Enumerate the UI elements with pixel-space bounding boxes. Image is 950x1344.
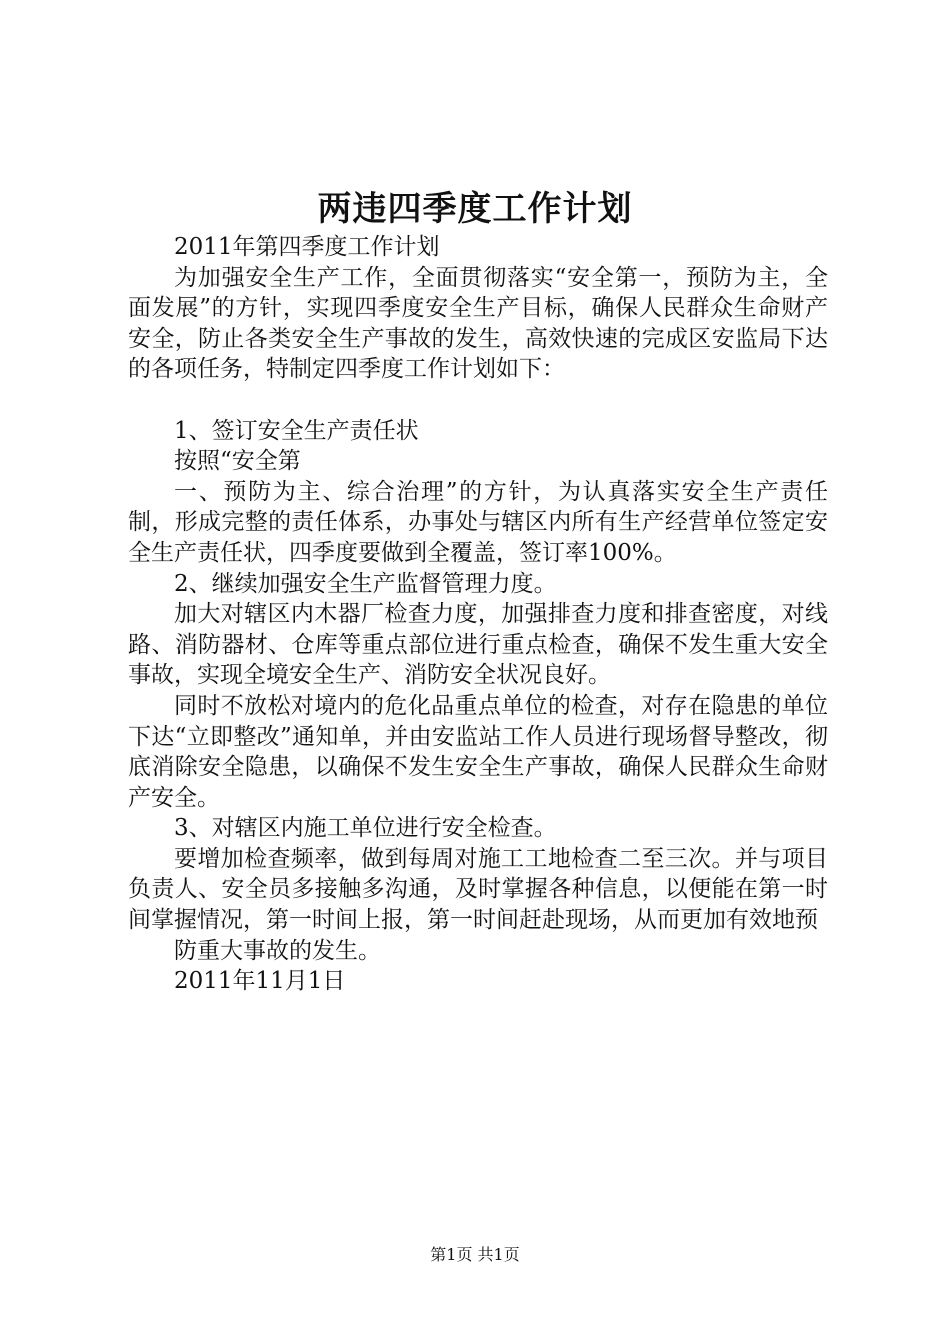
- intro-paragraph: 为加强安全生产工作，全面贯彻落实“安全第一，预防为主，全面发展”的方针，实现四季度安全生产目标，确保人民群众生命财产安全，防止各类安全生产事故的发生，高效快速的完成区安监局下达的各项任务，特制定四季度工作计划如下：: [128, 264, 828, 383]
- section-3-paragraph-a: 要增加检查频率，做到每周对施工工地检查二至三次。并与项目负责人、安全员多接触多沟通，及时掌握各种信息，以便能在第一时间掌握情况，第一时间上报，第一时间赶赴现场，从而更加有效地预: [128, 845, 828, 934]
- section-3-heading: 3、对辖区内施工单位进行安全检查。: [174, 815, 557, 842]
- document-body: [128, 232, 828, 997]
- document-title: 两违四季度工作计划: [317, 189, 633, 229]
- plan-heading-line: 2011年第四季度工作计划: [174, 234, 440, 260]
- section-1-paragraph-b: 一、预防为主、综合治理”的方针，为认真落实安全生产责任制，形成完整的责任体系，办事处与辖区内所有生产经营单位签定安全生产责任状，四季度要做到全覆盖，签订率100%。: [128, 478, 828, 566]
- section-2-paragraph-b: 同时不放松对境内的危化品重点单位的检查，对存在隐患的单位下达“立即整改”通知单，并由安监站工作人员进行现场督导整改，彻底消除安全隐患，以确保不发生安全生产事故，确保人民群众生命财产安全。: [128, 692, 828, 811]
- section-1-paragraph-a: 按照“安全第: [174, 448, 301, 475]
- section-1-heading: 1、签订安全生产责任状: [174, 417, 419, 444]
- document-date: 2011年11月1日: [174, 968, 346, 995]
- section-2-paragraph-a: 加大对辖区内木器厂检查力度，加强排查力度和排查密度，对线路、消防器材、仓库等重点部位进行重点检查，确保不发生重大安全事故，实现全境安全生产、消防安全状况良好。: [128, 601, 828, 689]
- page-number-footer: 第1页 共1页: [430, 1245, 520, 1264]
- section-2-heading: 2、继续加强安全生产监督管理力度。: [174, 570, 557, 597]
- section-3-paragraph-b: 防重大事故的发生。: [174, 937, 381, 964]
- paragraph-spacer: [128, 385, 828, 416]
